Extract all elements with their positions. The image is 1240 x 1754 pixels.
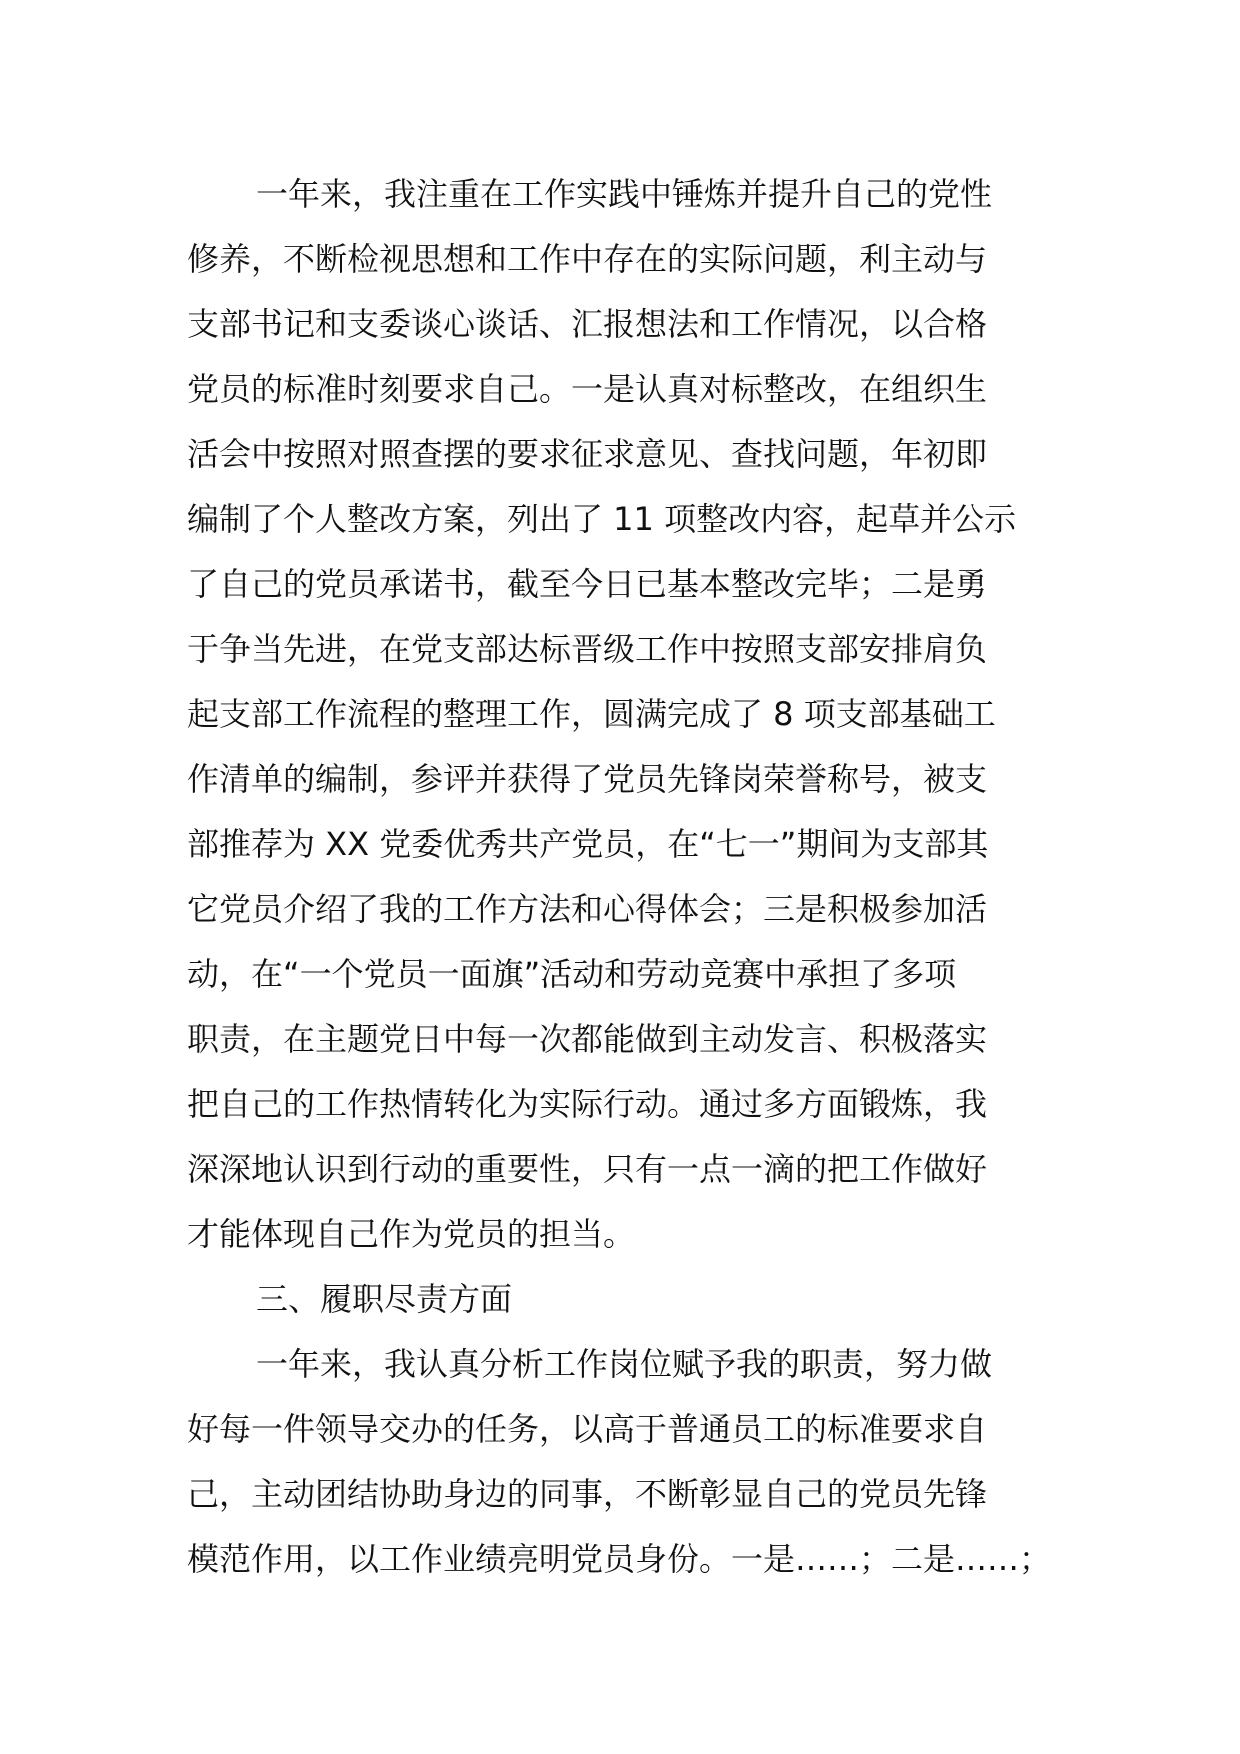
text-line: 深深地认识到行动的重要性，只有一点一滴的把工作做好 [187, 1150, 988, 1188]
text-line: 活会中按照对照查摆的要求征求意见、查找问题，年初即 [187, 435, 988, 473]
text-line: 修养，不断检视思想和工作中存在的实际问题，利主动与 [187, 240, 988, 278]
paragraph-party-spirit [187, 162, 1067, 1267]
text-line: 支部书记和支委谈心谈话、汇报想法和工作情况，以合格 [187, 305, 988, 343]
paragraph-duty-performance [187, 1332, 1067, 1592]
text-line: 了自己的党员承诺书，截至今日已基本整改完毕；二是勇 [187, 565, 988, 603]
text-line: 动，在“一个党员一面旗”活动和劳动竞赛中承担了多项 [187, 955, 957, 993]
text-line: 编制了个人整改方案，列出了 11 项整改内容，起草并公示 [187, 500, 1017, 538]
text-line: 己，主动团结协助身边的同事，不断彰显自己的党员先锋 [187, 1475, 988, 1513]
text-line: 作清单的编制，参评并获得了党员先锋岗荣誉称号，被支 [187, 760, 988, 798]
text-line: 它党员介绍了我的工作方法和心得体会；三是积极参加活 [187, 890, 988, 928]
document-body [187, 162, 1067, 1592]
text-line: 职责，在主题党日中每一次都能做到主动发言、积极落实 [187, 1020, 988, 1058]
text-line: 于争当先进，在党支部达标晋级工作中按照支部安排肩负 [187, 630, 988, 668]
text-line: 才能体现自己作为党员的担当。 [187, 1215, 636, 1253]
text-line: 把自己的工作热情转化为实际行动。通过多方面锻炼，我 [187, 1085, 988, 1123]
section-heading: 三、履职尽责方面 [256, 1280, 513, 1318]
text-line: 党员的标准时刻要求自己。一是认真对标整改，在组织生 [187, 370, 988, 408]
text-line: 模范作用，以工作业绩亮明党员身份。一是……；二是……； [187, 1540, 1052, 1578]
text-line: 一年来，我注重在工作实践中锤炼并提升自己的党性 [256, 175, 993, 213]
text-line: 部推荐为 XX 党委优秀共产党员，在“七一”期间为支部其 [187, 825, 989, 863]
text-line: 起支部工作流程的整理工作，圆满完成了 8 项支部基础工 [187, 695, 996, 733]
text-line: 好每一件领导交办的任务，以高于普通员工的标准要求自 [187, 1410, 988, 1448]
text-line: 一年来，我认真分析工作岗位赋予我的职责，努力做 [256, 1345, 993, 1383]
